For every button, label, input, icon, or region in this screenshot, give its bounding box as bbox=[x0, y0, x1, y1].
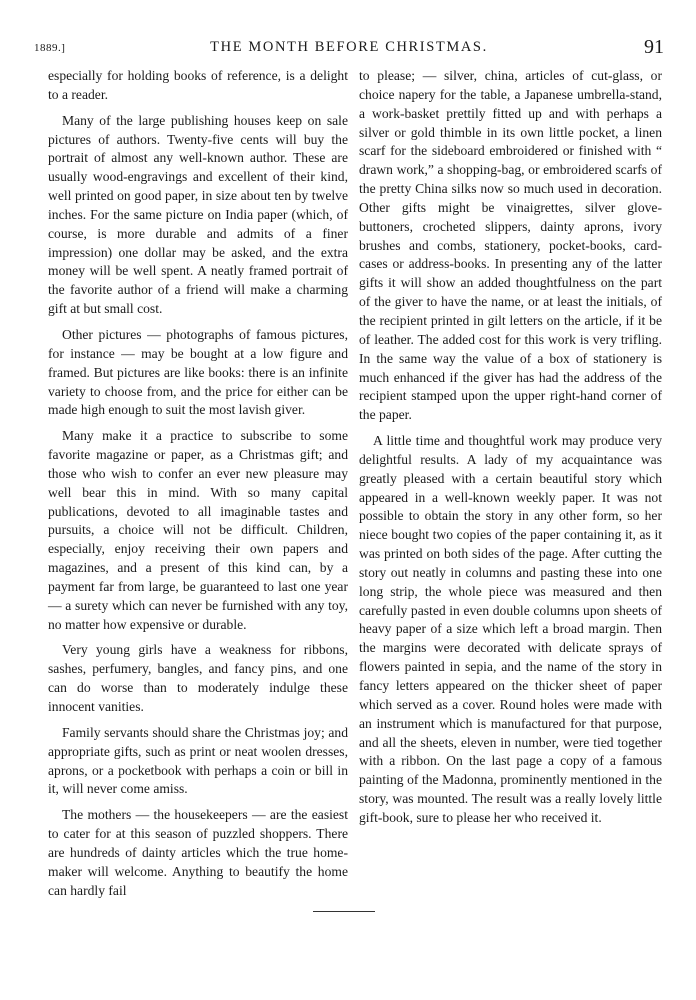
paragraph: to please; — silver, china, articles of cut-glass, or choice napery for the table, a Japanese umbrella-stand, a work-basket prettily fitted up and with perhaps a silver or gold thimble in its own little pocket, a linen scarf for the sideboard embroidered or finished with “ drawn work,” a shopping-bag, or embroidered scarfs of the pretty China silks now so much used in decoration. Other gifts might be vinaigrettes, silver glove-buttoners, crocheted slippers, dainty aprons, ivory brushes and combs, stationery, pocket-books, card-cases or address-books. In presenting any of the latter gifts it will show an added thoughtfulness on the part of the giver to have the name, or at least the initials, of the recipient printed in gilt letters on the article, if it be of leather. The added cost for this work is very trifling. In the same way the value of a box of stationery is much enhanced if the giver has had the address of the recipient stamped upon the upper right-hand corner of the paper. bbox=[359, 68, 662, 423]
paragraph: Other pictures — photographs of famous pictures, for instance — may be bought at a low figure and framed. But pictures are like books: there is an infinite variety to choose from, and the price for either can be made high enough to suit the most lavish giver. bbox=[48, 326, 348, 418]
left-column bbox=[48, 67, 348, 900]
paragraph: Very young girls have a weakness for ribbons, sashes, perfumery, bangles, and fancy pins, and one can do worse than to moderately indulge these innocent vanities. bbox=[48, 642, 348, 714]
paragraph: Many of the large publishing houses keep on sale pictures of authors. Twenty-five cents will buy the portrait of almost any well-known author. These are usually wood-engravings and excellent of their kind, well printed on good paper, in size about ten by twelve inches. For the same picture on India paper (which, of course, is more durable and admits of a finer impression) one dollar may be asked, and the extra money will be well spent. A neatly framed portrait of the favorite author of a friend will make a charming gift at but small cost. bbox=[48, 112, 348, 317]
paragraph: The mothers — the housekeepers — are the easiest to cater for at this season of puzzled shoppers. There are hundreds of dainty articles which the true home-maker will welcome. Anything to beautify the home can hardly fail bbox=[48, 807, 348, 898]
paragraph: Many make it a practice to subscribe to some favorite magazine or paper, as a Christmas gift; and those who wish to confer an ever new pleasure may well bear this in mind. With so many capital publications, devoted to all imaginable tastes and pursuits, a choice will not be difficult. Children, especially, enjoy receiving their own papers and magazines, and a present of this kind can, by a payment far from large, be guaranteed to last one year — a surety which can never be furnished with any toy, no matter how expensive or durable. bbox=[48, 428, 348, 632]
header-title: THE MONTH BEFORE CHRISTMAS. bbox=[210, 39, 488, 55]
end-rule bbox=[313, 911, 375, 912]
paragraph: Family servants should share the Christmas joy; and appropriate gifts, such as print or neat woolen dresses, aprons, or a pocketbook with perhaps a coin or bill in it, will never come amiss. bbox=[48, 724, 348, 797]
paragraph: especially for holding books of reference, is a delight to a reader. bbox=[48, 68, 348, 102]
header-year: 1889.] bbox=[34, 42, 66, 54]
paragraph: A little time and thoughtful work may produce very delightful results. A lady of my acquaintance was greatly pleased with a certain beautiful story which appeared in a well-known weekly paper. It was not possible to obtain the story in any other form, so her niece bought two copies of the paper containing it, as it was printed on both sides of the page. After cutting the story out neatly in columns and pasting these into one long strip, the whole piece was measured and then carefully pasted in even double columns upon sheets of heavy paper of a size which left a broad margin. Then the margins were decorated with delicate sprays of flowers painted in sepia, and the name of the story in fancy letters appeared on the thicker sheet of paper which served as a cover. Round holes were made with an instrument which is manufactured for that purpose, and all the sheets, eleven in number, were tied together with a ribbon. On the last page a copy of a famous painting of the Madonna, prominently mentioned in the story, was mounted. The result was a really lovely little gift-book, sure to please her who received it. bbox=[359, 433, 662, 825]
running-header bbox=[34, 36, 664, 60]
right-column bbox=[359, 67, 662, 828]
page-number: 91 bbox=[644, 36, 664, 58]
